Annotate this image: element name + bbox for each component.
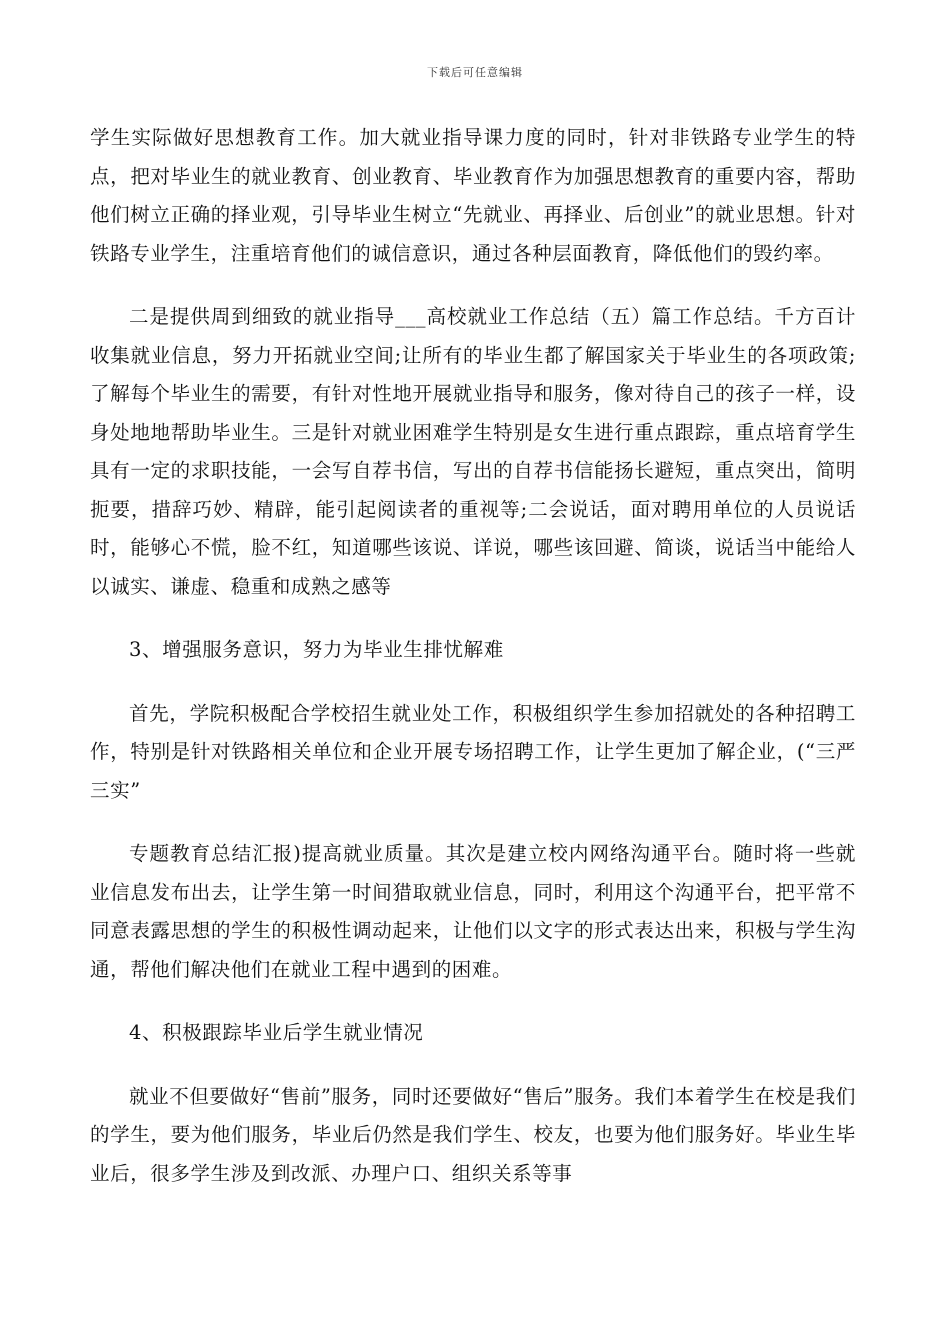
paragraph-network-platform: 专题教育总结汇报)提高就业质量。其次是建立校内网络沟通平台。随时将一些就业信息发布出去，让学生第一时间猎取就业信息，同时，利用这个沟通平台，把平常不同意表露思想的学生的积极性调动起来，让他们以文字的形式表达出来，积极与学生沟通，帮他们解决他们在就业工程中遇到的困难。 xyxy=(90,842,856,981)
page-header: 下载后可任意编辑 xyxy=(427,66,523,79)
paragraph-employment-guidance: 二是提供周到细致的就业指导___高校就业工作总结（五）篇工作总结。千方百计收集就业信息，努力开拓就业空间;让所有的毕业生都了解国家关于毕业生的各项政策;了解每个毕业生的需要，有针对性地开展就业指导和服务，像对待自己的孩子一样，设身处地地帮助毕业生。三是针对就业困难学生特别是女生进行重点跟踪，重点培育学生具有一定的求职技能，一会写自荐书信，写出的自荐书信能扬长避短，重点突出，简明扼要，措辞巧妙、精辟，能引起阅读者的重视等;二会说话，面对聘用单位的人员说话时，能够心不慌，脸不红，知道哪些该说、详说，哪些该回避、简谈，说话当中能给人以诚实、谦虚、稳重和成熟之感等 xyxy=(90,305,856,598)
section-heading-service-awareness: 3、增强服务意识，努力为毕业生排忧解难 xyxy=(129,638,504,661)
paragraph-recruitment: 首先，学院积极配合学校招生就业处工作，积极组织学生参加招就处的各种招聘工作，特别是针对铁路相关单位和企业开展专场招聘工作，让学生更加了解企业，(“三严三实” xyxy=(90,701,856,802)
paragraph-after-service: 就业不但要做好“售前”服务，同时还要做好“售后”服务。我们本着学生在校是我们的学生，要为他们服务，毕业后仍然是我们学生、校友，也要为他们服务好。毕业生毕业后，很多学生涉及到改派、办理户口、组织关系等事 xyxy=(90,1084,856,1185)
document-body xyxy=(90,119,856,1218)
paragraph-continuation: 学生实际做好思想教育工作。加大就业指导课力度的同时，针对非铁路专业学生的特点，把对毕业生的就业教育、创业教育、毕业教育作为加强思想教育的重要内容，帮助他们树立正确的择业观，引导毕业生树立“先就业、再择业、后创业”的就业思想。针对铁路专业学生，注重培育他们的诚信意识，通过各种层面教育，降低他们的毁约率。 xyxy=(90,126,856,265)
section-heading-tracking: 4、积极跟踪毕业后学生就业情况 xyxy=(129,1021,424,1044)
